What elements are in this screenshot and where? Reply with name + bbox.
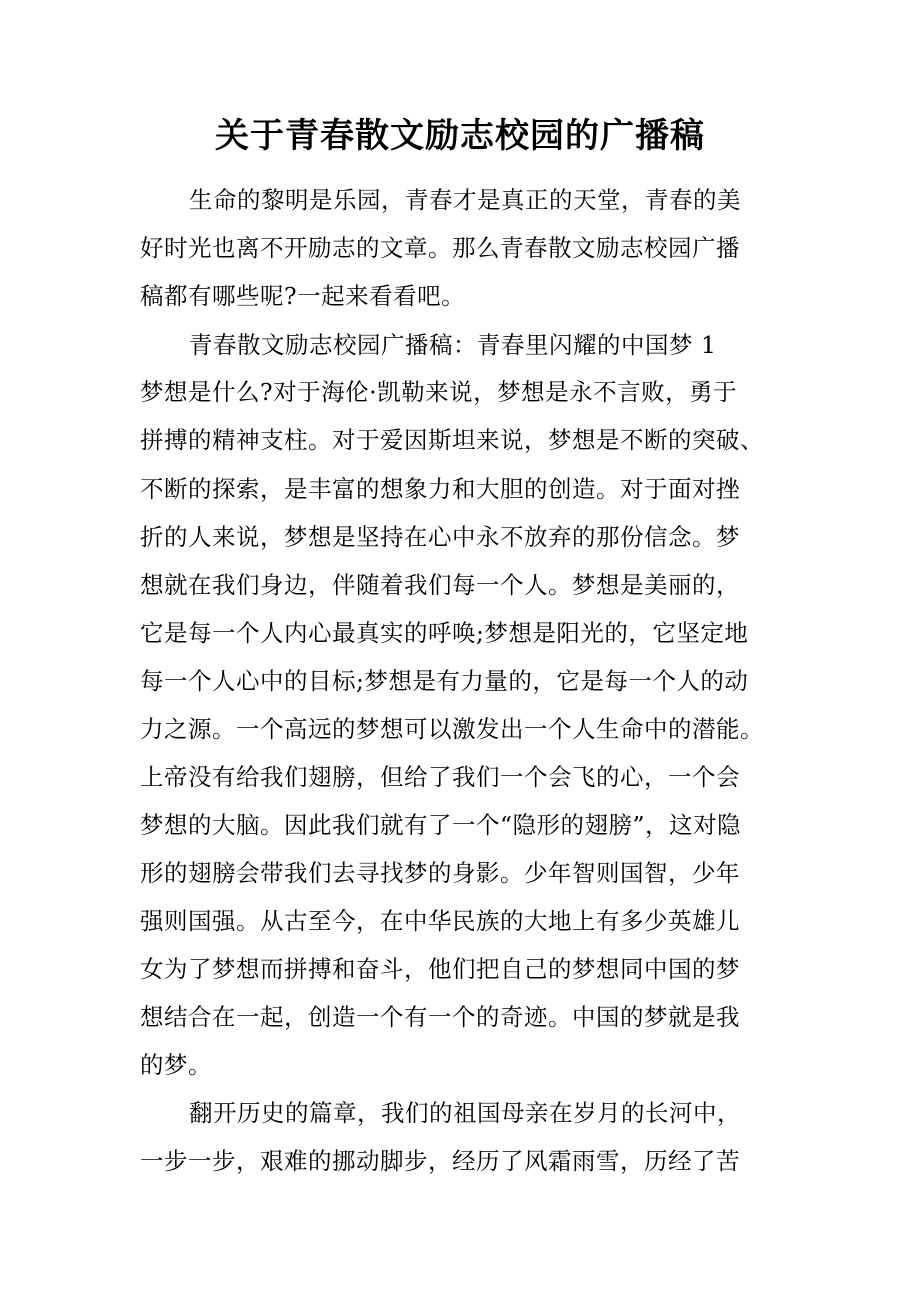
body-line: 折的人来说，梦想是坚持在心中永不放弃的那份信念。梦 (140, 523, 740, 551)
body-line: 它是每一个人内心最真实的呼唤;梦想是阳光的，它坚定地 (140, 619, 749, 647)
body-line: 想就在我们身边，伴随着我们每一个人。梦想是美丽的， (140, 571, 740, 599)
body-line: 力之源。一个高远的梦想可以激发出一个人生命中的潜能。 (140, 715, 764, 743)
body-line: 梦想的大脑。因此我们就有了一个“隐形的翅膀”，这对隐 (140, 811, 742, 839)
body-line: 青春散文励志校园广播稿：青春里闪耀的中国梦 1 (189, 331, 717, 359)
body-line: 强则国强。从古至今，在中华民族的大地上有多少英雄儿 (140, 907, 740, 935)
body-line: 梦想是什么?对于海伦·凯勒来说，梦想是永不言败，勇于 (140, 378, 738, 406)
body-line: 翻开历史的篇章，我们的祖国母亲在岁月的长河中， (189, 1099, 741, 1127)
body-line: 女为了梦想而拼搏和奋斗，他们把自己的梦想同中国的梦 (140, 955, 740, 983)
body-line: 不断的探索，是丰富的想象力和大胆的创造。对于面对挫 (140, 475, 740, 503)
body-line: 生命的黎明是乐园，青春才是真正的天堂，青春的美 (189, 186, 741, 214)
body-line: 稿都有哪些呢?一起来看看吧。 (140, 282, 466, 310)
body-line: 形的翅膀会带我们去寻找梦的身影。少年智则国智，少年 (140, 859, 740, 887)
body-line: 上帝没有给我们翅膀，但给了我们一个会飞的心，一个会 (140, 763, 740, 791)
body-line: 拼搏的精神支柱。对于爱因斯坦来说，梦想是不断的突破、 (140, 426, 764, 454)
body-line: 一步一步，艰难的挪动脚步，经历了风霜雨雪，历经了苦 (140, 1147, 740, 1175)
body-line: 的梦。 (140, 1051, 212, 1079)
body-line: 想结合在一起，创造一个有一个的奇迹。中国的梦就是我 (140, 1003, 740, 1031)
document-title: 关于青春散文励志校园的广播稿 (215, 116, 705, 156)
body-line: 每一个人心中的目标;梦想是有力量的，它是每一个人的动 (140, 667, 749, 695)
body-line: 好时光也离不开励志的文章。那么青春散文励志校园广播 (140, 234, 740, 262)
